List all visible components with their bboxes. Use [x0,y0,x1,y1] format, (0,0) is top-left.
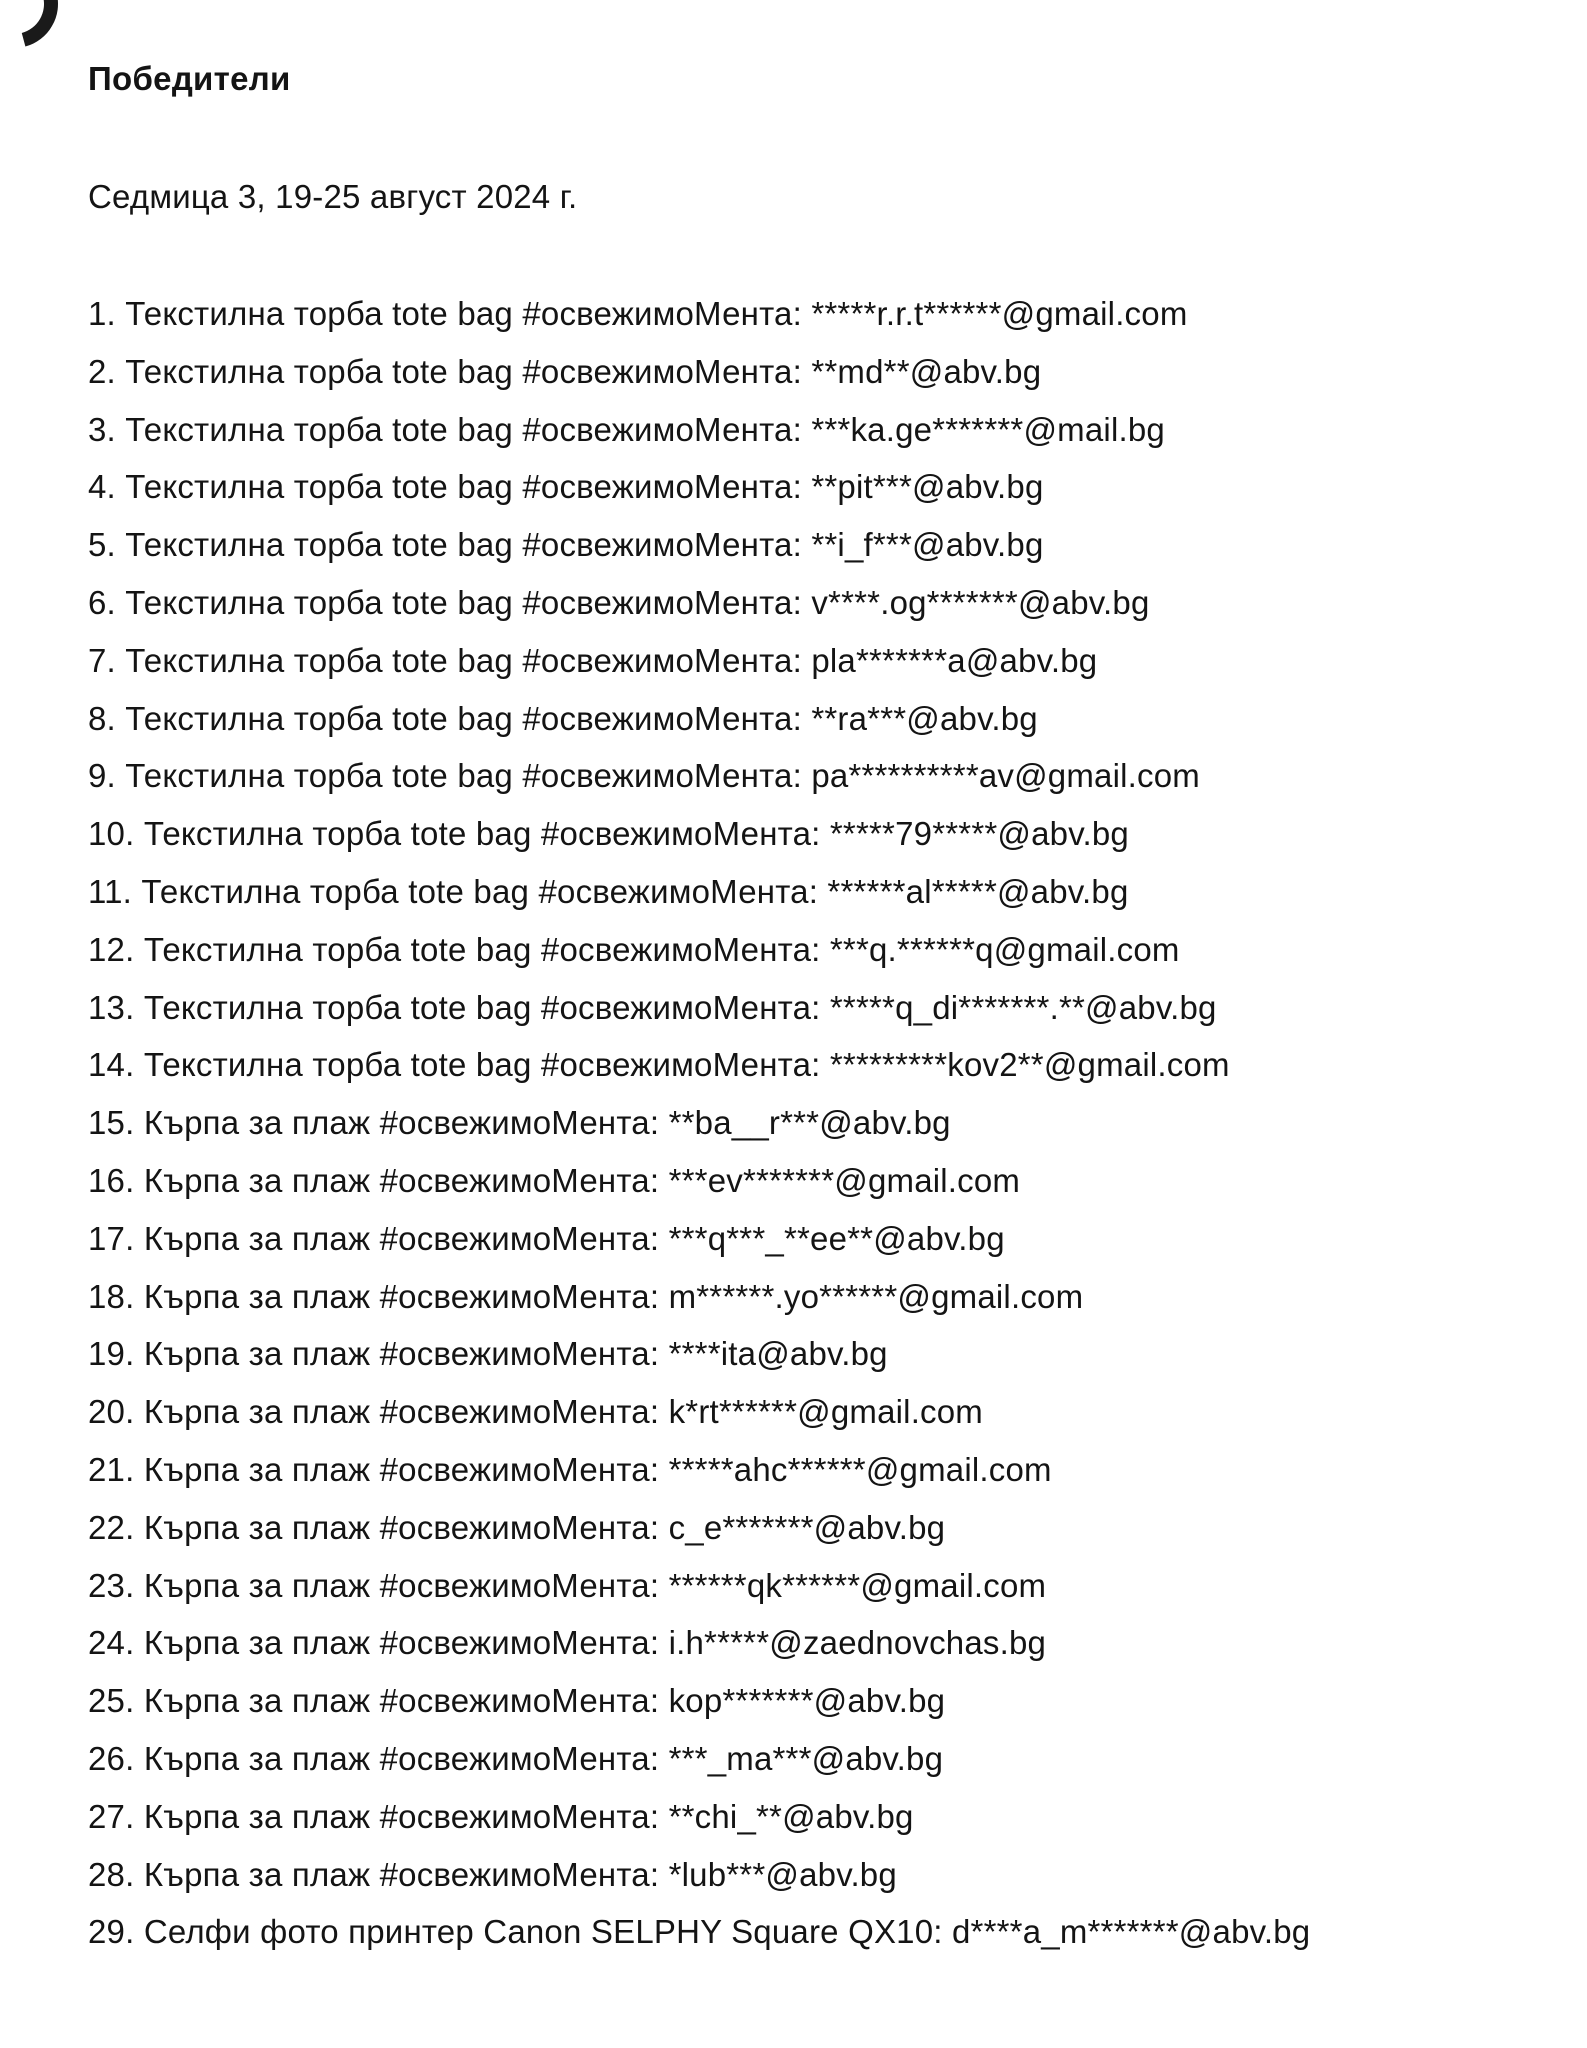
winner-row: 18. Кърпа за плаж #освежимоМента: m******.yo******@gmail.com [88,1277,1084,1315]
winner-row: 20. Кърпа за плаж #освежимоМента: k*rt******@gmail.com [88,1393,984,1431]
winner-row: 1. Текстилна торба tote bag #освежимоМента: *****r.r.t******@gmail.com [88,295,1188,332]
winner-row: 7. Текстилна торба tote bag #освежимоМента: pla*******a@abv.bg [88,641,1098,679]
winner-row: 24. Кърпа за плаж #освежимоМента: i.h*****@zaednovchas.bg [88,1624,1047,1662]
winner-row: 6. Текстилна торба tote bag #освежимоМента: v****.og*******@abv.bg [88,583,1150,621]
winner-row: 13. Текстилна торба tote bag #освежимоМента: *****q_di*******.**@abv.bg [88,988,1217,1026]
page-title: Победители [88,60,291,97]
winner-row: 22. Кърпа за плаж #освежимоМента: c_e*******@abv.bg [88,1508,946,1546]
winner-row: 17. Кърпа за плаж #освежимоМента: ***q***_**ee**@abv.bg [88,1219,1005,1257]
winner-row: 16. Кърпа за плаж #освежимоМента: ***ev*******@gmail.com [88,1161,1021,1199]
winners-list [88,294,1310,1970]
winner-row: 9. Текстилна торба tote bag #освежимоМента: pa**********av@gmail.com [88,757,1200,795]
winner-row: 28. Кърпа за плаж #освежимоМента: *lub***@abv.bg [88,1855,897,1893]
winner-row: 2. Текстилна торба tote bag #освежимоМента: **md**@abv.bg [88,352,1042,390]
winner-row: 12. Текстилна торба tote bag #освежимоМента: ***q.******q@gmail.com [88,930,1180,968]
winner-row: 23. Кърпа за плаж #освежимоМента: ******qk******@gmail.com [88,1566,1047,1604]
winner-row: 15. Кърпа за плаж #освежимоМента: **ba__r***@abv.bg [88,1104,951,1142]
winner-row: 4. Текстилна торба tote bag #освежимоМента: **pit***@abv.bg [88,468,1044,506]
winner-row: 11. Текстилна торба tote bag #освежимоМента: ******al*****@abv.bg [88,872,1129,910]
winner-row: 5. Текстилна торба tote bag #освежимоМента: **i_f***@abv.bg [88,526,1044,564]
winner-row: 26. Кърпа за плаж #освежимоМента: ***_ma***@abv.bg [88,1739,944,1777]
winner-row: 29. Селфи фото принтер Canon SELPHY Square QX10: d****a_m*******@abv.bg [88,1913,1311,1951]
winner-row: 14. Текстилна торба tote bag #освежимоМента: *********kov2**@gmail.com [88,1046,1230,1084]
winner-row: 19. Кърпа за плаж #освежимоМента: ****ita@abv.bg [88,1335,888,1373]
winner-row: 3. Текстилна торба tote bag #освежимоМента: ***ka.ge*******@mail.bg [88,410,1165,448]
winner-row: 8. Текстилна торба tote bag #освежимоМента: **ra***@abv.bg [88,699,1038,737]
winner-row: 27. Кърпа за плаж #освежимоМента: **chi_**@abv.bg [88,1797,914,1835]
winner-row: 21. Кърпа за плаж #освежимоМента: *****ahc******@gmail.com [88,1450,1052,1488]
winner-row: 25. Кърпа за плаж #освежимоМента: kop*******@abv.bg [88,1682,946,1720]
winner-row: 10. Текстилна торба tote bag #освежимоМента: *****79*****@abv.bg [88,815,1129,853]
corner-decoration [0,0,74,64]
week-label: Седмица 3, 19-25 август 2024 г. [88,178,578,215]
